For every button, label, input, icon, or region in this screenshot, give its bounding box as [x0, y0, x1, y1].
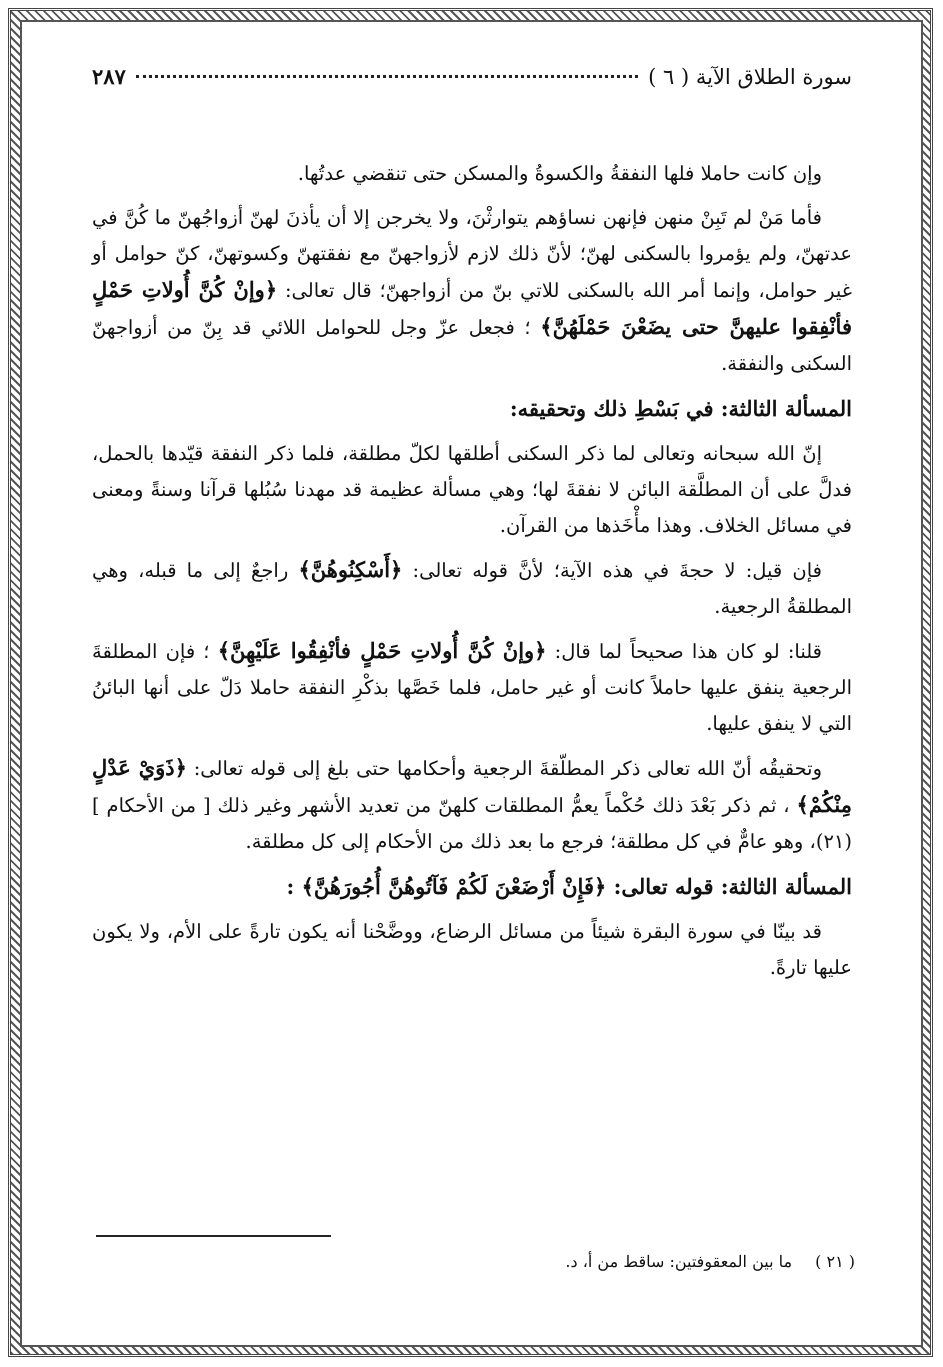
section-heading-2-text: المسألة الثالثة: قوله تعالى: — [613, 874, 852, 899]
header-leader-dots — [136, 75, 638, 78]
paragraph-6-end: ، ثم ذكر بَعْدَ ذلك حُكْماً يعمُّ المطلقات كلهنّ من تعديد الأشهر وغير ذلك [ من الأحكام ] (٢١)، وهو عامٌّ في كل مطلقة؛ فرجع ما بعد ذلك من الأحكام إلى كل مطلقة. — [92, 794, 852, 853]
paragraph-2-end: ؛ فجعل عزّ وجل للحوامل اللائي قد بِنّ من أزواجهنّ السكنى والنفقة. — [92, 316, 852, 375]
header-title: سورة الطلاق الآية ( ٦ ) — [648, 65, 852, 89]
paragraph-4-end: راجعٌ إلى ما قبله، وهي المطلقةُ الرجعية. — [92, 559, 852, 618]
page-number: ٢٨٧ — [92, 64, 126, 89]
paragraph-6-text: وتحقيقُه أنّ الله تعالى ذكر المطلّقةَ الرجعية وأحكامها حتى بلغ إلى قوله تعالى: — [193, 757, 823, 780]
paragraph-1 — [92, 156, 852, 192]
quran-verse-1: ﴿وإنْ كُنَّ أُولاتِ حَمْلٍ فأنْفِقوا عليهنَّ حتى يضَعْنَ حَمْلَهُنَّ﴾ — [92, 277, 852, 339]
paragraph-1-text: وإن كانت حاملا فلها النفقةُ والكسوةُ والمسكن حتى تنقضي عدتُها. — [297, 162, 822, 185]
body-text — [92, 156, 852, 986]
quran-verse-5: ﴿فَإِنْ أَرْضَعْنَ لَكُمْ فَآتُوهُنَّ أُجُورَهُنَّ﴾ — [301, 874, 607, 899]
paragraph-5 — [92, 633, 852, 742]
footnote-text: ما بين المعقوفتين: ساقط من أ، د. — [565, 1252, 793, 1271]
paragraph-7-text: قد بينّا في سورة البقرة شيئاً من مسائل الرضاع، ووضَّحْنا أنه يكون تارةً على الأم، ولا يكون عليها تارةً. — [92, 920, 852, 979]
paragraph-2-text: فأما مَنْ لم تَبِنْ منهن فإنهن نساؤهم يتوارثْنَ، ولا يخرجن إلا أن يأذنَ لهنّ أزواجُهنّ ما كُنَّ في عدتهنّ، ولم يؤمروا بالسكنى لهنّ؛ لأنّ ذلك لازم لأزواجهنّ مع نفقتهنّ وكسوتهنّ، كنّ حوامل أو غير حوامل، وإنما أمر الله بالسكنى للاتي بنّ من أزواجهنّ؛ قال تعالى: — [92, 206, 852, 302]
paragraph-3-text: إنّ الله سبحانه وتعالى لما ذكر السكنى أطلقها لكلّ مطلقة، فلما ذكر النفقة قيّدها بالحمل، فدلَّ على أن المطلَّقة البائن لا نفقةَ لها؛ وهي مسألة عظيمة قد مهدنا سُبُلها قرآنا وسنةً ومعنى في مسائل الخلاف. وهذا مأْخَذها من القرآن. — [92, 442, 852, 537]
section-heading-1: المسألة الثالثة: في بَسْطِ ذلك وتحقيقه: — [509, 396, 852, 421]
quran-verse-3: ﴿وإنْ كُنَّ أُولاتِ حَمْلٍ فأنْفِقُوا عَلَيْهِنَّ﴾ — [217, 638, 547, 663]
paragraph-6 — [92, 750, 852, 860]
paragraph-4-text: فإن قيل: لا حجةَ في هذه الآية؛ لأنَّ قوله تعالى: — [412, 559, 823, 582]
paragraph-2 — [92, 200, 852, 382]
page-content — [92, 64, 852, 994]
footnote — [565, 1252, 855, 1271]
quran-verse-2: ﴿أَسْكِنُوهُنَّ﴾ — [298, 557, 403, 582]
paragraph-5-text: قلنا: لو كان هذا صحيحاً لما قال: — [554, 640, 823, 663]
paragraph-7 — [92, 914, 852, 986]
footnote-separator — [96, 1235, 331, 1237]
paragraph-5-end: ؛ فإن المطلقةَ الرجعية ينفق عليها حاملاً كانت أو غير حامل، فلما خَصَّها بذكْرِ النفقة حاملا دَلّ على أنها البائنُ التي لا ينفق عليها. — [92, 640, 852, 735]
section-heading-2-end: : — [286, 874, 295, 899]
quran-verse-4: ﴿ذَوَيْ عَدْلٍ مِنْكُمْ﴾ — [92, 755, 852, 817]
section-heading-2 — [92, 868, 852, 906]
footnote-number: ( ٢١ ) — [815, 1252, 855, 1271]
running-header — [92, 64, 852, 110]
paragraph-4 — [92, 552, 852, 625]
paragraph-3 — [92, 436, 852, 544]
